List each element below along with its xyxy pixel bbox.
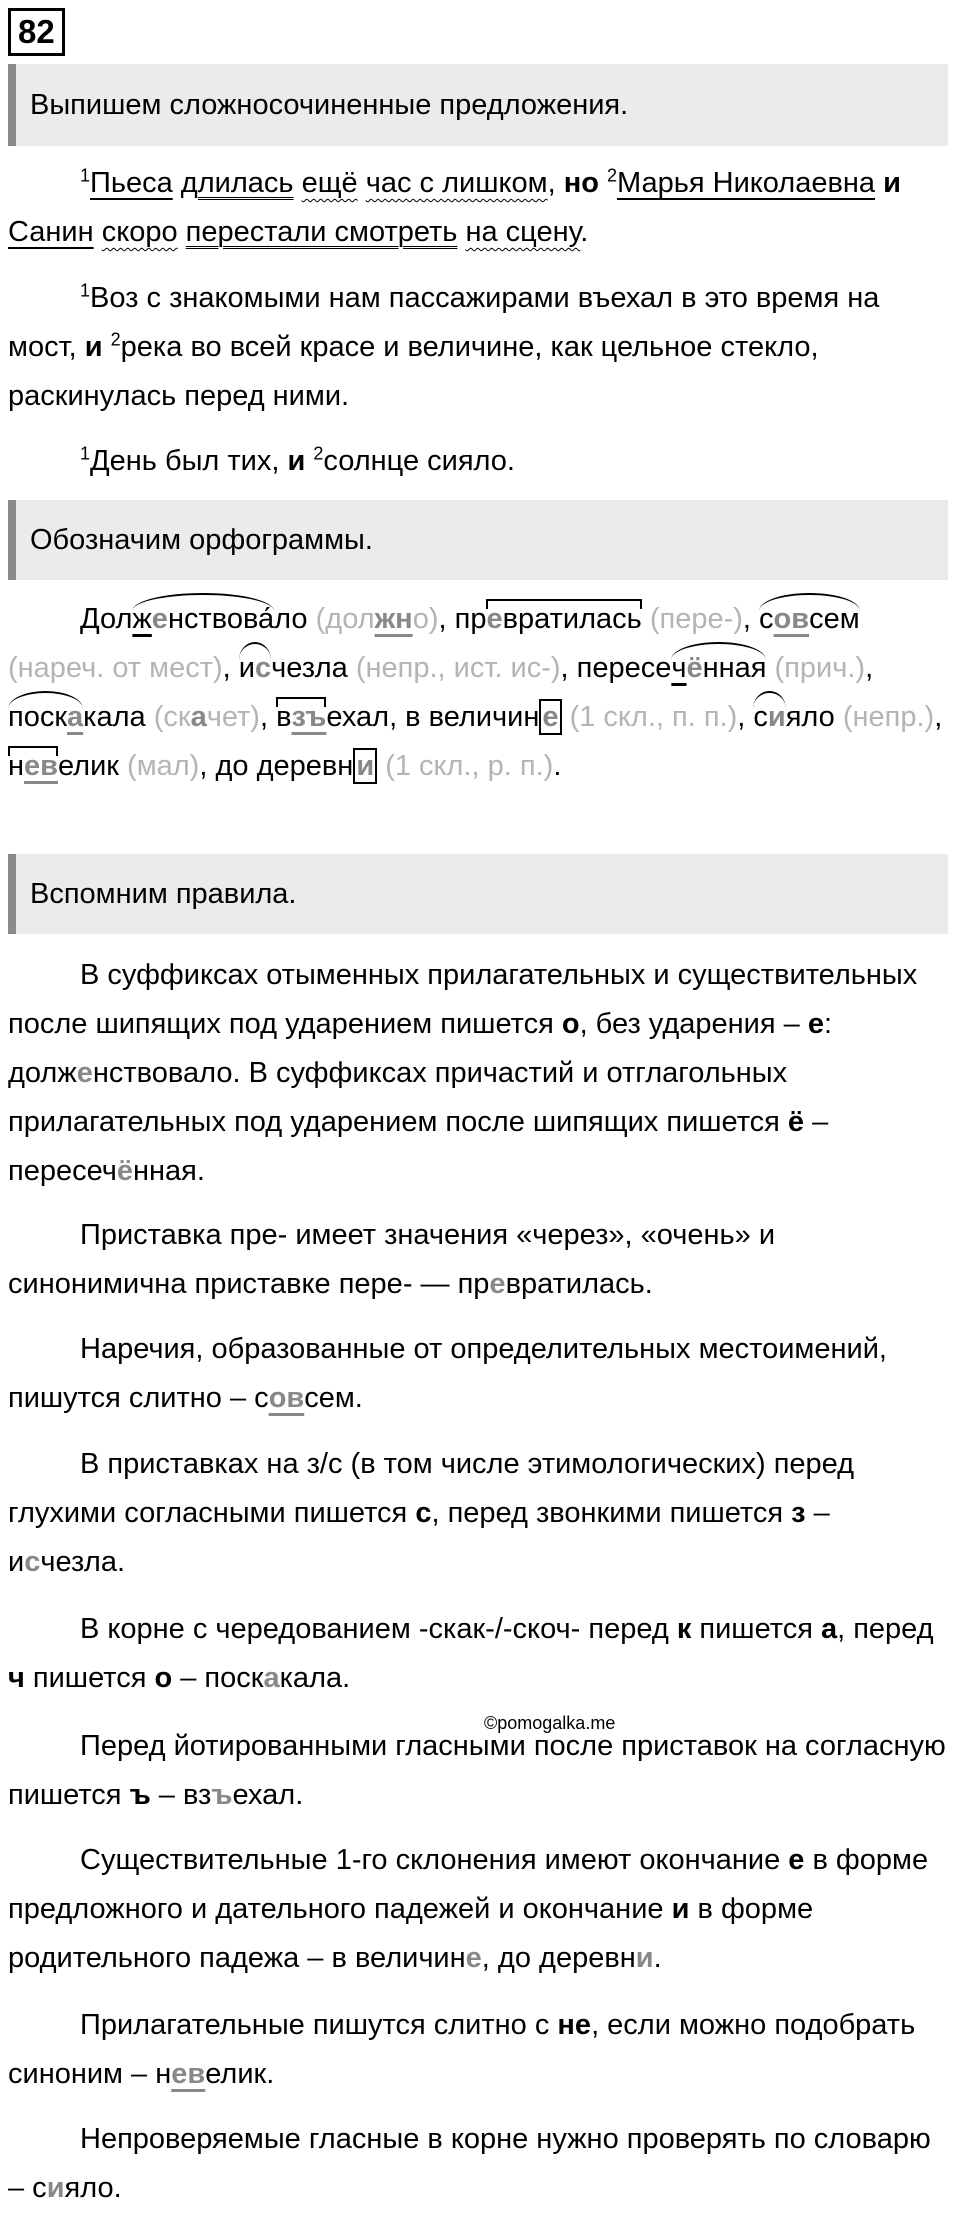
word-nevelik: невелик — [8, 750, 119, 782]
note: (скачет) — [153, 701, 260, 733]
rule-suffix-o-e: В суффиксах отыменных прилагательных и существительных после шипящих под ударением пишется о, без ударения – е: долженствовало. В суффиксах причастий и отглагольных прилагательных под ударением после шипящих пишется ё – пересечённая. — [8, 959, 918, 1187]
sentence-part: День был тих, — [90, 445, 280, 477]
subject: Пьеса — [90, 167, 173, 199]
adverbial: ещё — [301, 167, 358, 199]
task-number-badge: 82 — [8, 8, 65, 56]
rule-hard-sign: Перед йотированными гласными после приставок на согласную пишется ъ – взъехал. — [8, 1730, 946, 1811]
note: (нареч. от мест) — [8, 652, 223, 684]
sentence-2 — [8, 274, 948, 421]
note: (непр.) — [842, 701, 935, 733]
word-poskakala: поскакала — [8, 701, 146, 733]
conjunction: и — [883, 167, 901, 199]
rule-prefix-z-s: В приставках на з/с (в том числе этимологических) перед глухими согласными пишется с, перед звонкими пишется з – исчезла. — [8, 1448, 855, 1578]
word-sovsem: совсем — [759, 603, 860, 635]
word-siyalo: сияло — [753, 701, 835, 733]
watermark: ©pomogalka.me — [484, 1713, 616, 1733]
word-vzekhal: взъехал — [276, 701, 390, 733]
part-number: 1 — [80, 165, 91, 186]
word-dolzhenstvovalo: Долженствова́ло — [80, 603, 308, 635]
rule-adverbs: Наречия, образованные от определительных местоимений, пишутся слитно – совсем. — [8, 1333, 887, 1414]
note: (1 скл., п. п.) — [569, 701, 738, 733]
part-number: 2 — [313, 443, 324, 464]
rule-skak-skoch: В корне с чередованием -скак-/-скоч- перед к пишется а, перед ч пишется о – поскакала. — [8, 1613, 934, 1694]
punctuation: , — [547, 167, 556, 199]
note: (1 скл., р. п.) — [385, 750, 554, 782]
note: (мал) — [127, 750, 200, 782]
note: (должно) — [315, 603, 439, 635]
orthograms-paragraph: Долженствова́ло (должно), превратилась (пере-), совсем (нареч. от мест), исчезла (непр., ист. ис-), пересечённая (прич.), поскакала (скачет), взъехал, в величин е (1 скл., п. п.), сияло (непр.), невелик (мал), до деревн и (1 скл., р. п.). — [8, 603, 943, 782]
predicate: длилась — [180, 167, 294, 199]
note: (прич.) — [774, 652, 866, 684]
section-title: Выпишем сложносочиненные предложения. — [30, 88, 629, 121]
subject: Марья Николаевна — [617, 167, 875, 199]
section-title: Обозначим орфограммы. — [30, 523, 373, 556]
rule-prefix-pre: Приставка пре- имеет значения «через», «очень» и синонимична приставке пере- — превратилась. — [8, 1219, 776, 1300]
adverbial: час с лишком — [365, 167, 548, 199]
word-peresechennaya: пересечённая — [576, 652, 767, 684]
conjunction: и — [287, 445, 306, 477]
word-ischezla: исчезла — [238, 652, 348, 684]
word-prevratilas: превратилась — [454, 603, 642, 635]
word-derevni: деревн и — [257, 748, 378, 784]
part-number: 1 — [80, 443, 91, 464]
sentence-3 — [8, 437, 948, 486]
part-number: 2 — [110, 329, 121, 350]
rule-ne-adjectives: Прилагательные пишутся слитно с не, если можно подобрать синоним – невелик. — [8, 2009, 916, 2090]
rule-noun-endings: Существительные 1-го склонения имеют окончание е в форме предложного и дательного падежей и окончание и в форме родительного падежа – в величине, до деревни. — [8, 1844, 929, 1974]
conjunction: но — [563, 167, 599, 199]
sentence-part: река во всей красе и величине, как цельное стекло, раскинулась перед ними. — [8, 331, 819, 412]
part-number: 2 — [607, 165, 618, 186]
conjunction: и — [84, 331, 103, 363]
predicate: перестали смотреть — [185, 216, 458, 248]
subject: Санин — [8, 216, 94, 248]
part-number: 1 — [80, 280, 91, 301]
word-velichine: величин е — [429, 699, 562, 735]
note: (непр., ист. ис-) — [355, 652, 561, 684]
section-header-rules — [8, 854, 948, 934]
adverbial: скоро — [101, 216, 178, 248]
section-title: Вспомним правила. — [30, 877, 297, 910]
sentence-1 — [8, 159, 948, 257]
note: (пере-) — [649, 603, 743, 635]
section-header-orthograms — [8, 500, 948, 580]
sentence-part: Воз с знакомыми нам пассажирами въехал в это время на мост, — [8, 282, 880, 363]
rule-dictionary-vowels: Непроверяемые гласные в корне нужно проверять по словарю – сияло. — [8, 2123, 931, 2204]
adverbial: на сцену — [465, 216, 581, 248]
sentence-part: солнце сияло. — [323, 445, 515, 477]
punctuation: . — [580, 216, 589, 248]
section-header-complex-sentences — [8, 64, 948, 146]
